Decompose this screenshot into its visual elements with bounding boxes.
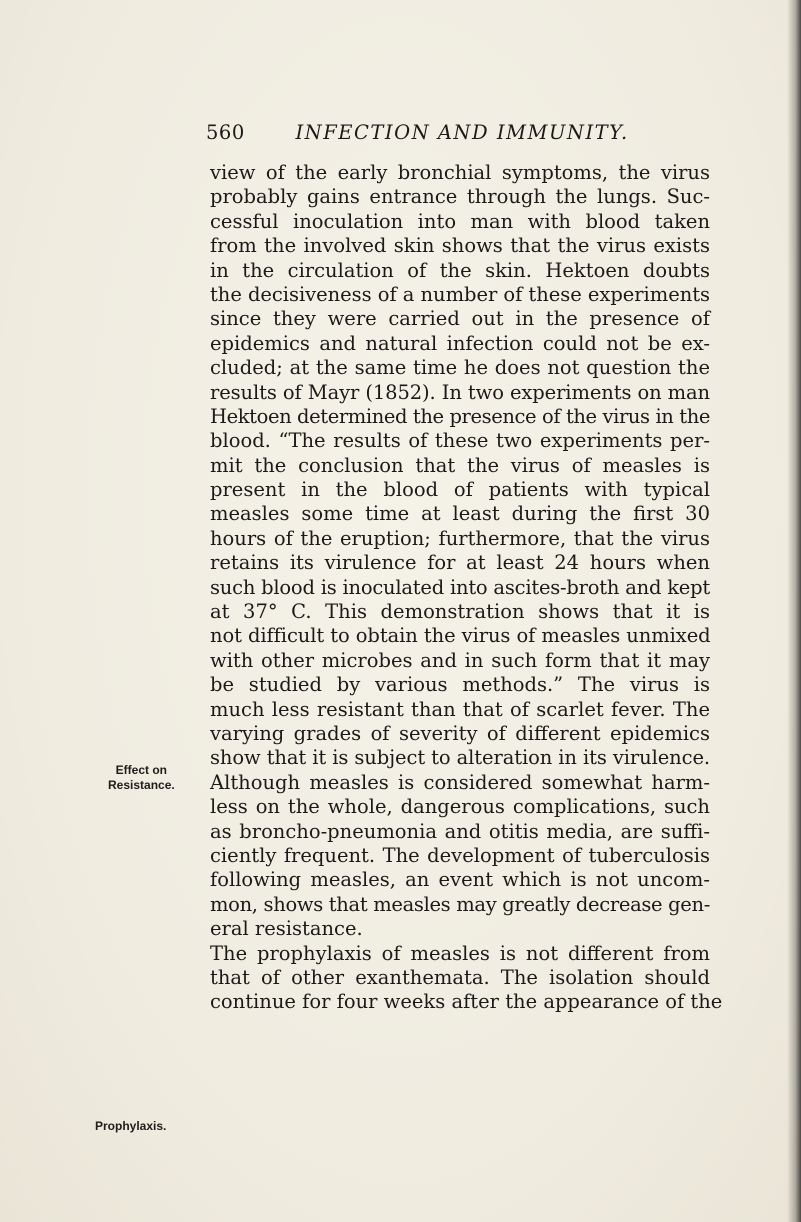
running-title: INFECTION AND IMMUNITY. [295,121,629,144]
text-line: less on the whole, dangerous complications, such [210,795,710,819]
text-line: much less resistant than that of scarlet fever. The [210,697,710,721]
page-number: 560 [206,121,245,144]
text-line: Hektoen determined the presence of the virus in the [210,404,710,428]
text-line: be studied by various methods.” The virus is [210,673,710,697]
text-line: retains its virulence for at least 24 hours when [210,551,710,575]
text-line: cluded; at the same time he does not question the [210,356,710,380]
text-line: measles some time at least during the first 30 [210,502,710,526]
text-line: continue for four weeks after the appearance of the [210,990,723,1014]
text-line: probably gains entrance through the lungs. Suc- [210,185,710,209]
text-line: from the involved skin shows that the virus exists [210,234,710,258]
text-line: mon, shows that measles may greatly decrease gen- [210,892,710,916]
page-edge-shadow [787,0,801,1222]
page-header [206,121,629,144]
text-line: results of Mayr (1852). In two experiments on man [210,380,710,404]
body-text [210,161,723,1015]
text-line: epidemics and natural infection could not be ex- [210,331,710,355]
text-line: varying grades of severity of different epidemics [210,721,710,745]
text-line: view of the early bronchial symptoms, the virus [210,161,710,184]
text-line: present in the blood of patients with typical [210,478,710,502]
text-line: since they were carried out in the presence of [210,307,710,331]
text-line: not difficult to obtain the virus of measles unmixed [210,624,711,648]
margin-note-effect-on-resistance [108,763,175,793]
text-line: The prophylaxis of measles is not different from [210,941,710,965]
text-line: that of other exanthemata. The isolation should [210,965,710,989]
text-line: cessful inoculation into man with blood taken [210,209,710,233]
text-line: hours of the eruption; furthermore, that the virus [210,526,710,550]
text-line: such blood is inoculated into ascites-broth and kept [210,575,710,599]
text-line: as broncho-pneumonia and otitis media, are suffi- [210,819,710,843]
text-line: ciently frequent. The development of tuberculosis [210,843,710,867]
margin-note-line: Prophylaxis. [95,1119,167,1133]
text-line: blood. “The results of these two experiments per- [210,429,710,453]
text-line: in the circulation of the skin. Hektoen doubts [210,258,710,282]
text-line: following measles, an event which is not uncom- [210,868,710,892]
text-line: Although measles is considered somewhat harm- [210,770,710,794]
text-line: mit the conclusion that the virus of measles is [210,453,710,477]
margin-note-line: Resistance. [108,778,175,792]
margin-note-prophylaxis [95,1119,166,1134]
text-line: with other microbes and in such form that it may [210,648,710,672]
margin-note-line: Effect on [115,763,168,777]
text-line: the decisiveness of a number of these experiments [210,282,710,306]
text-line: show that it is subject to alteration in its virulence. [210,746,710,770]
text-line: at 37° C. This demonstration shows that it is [210,600,710,624]
text-line: eral resistance. [210,917,363,941]
